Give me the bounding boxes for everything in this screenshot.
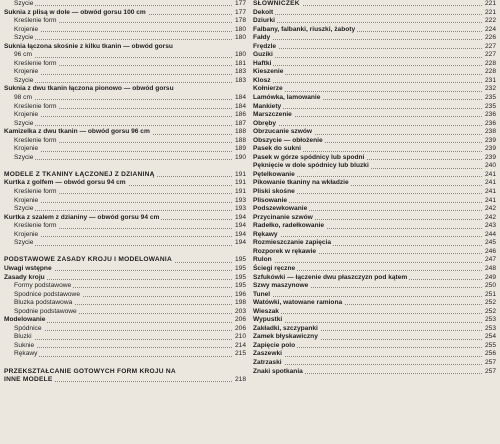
toc-entry-title: 98 cm: [14, 94, 32, 102]
toc-entry-title: Rulon: [253, 256, 272, 264]
toc-page-number: 186: [234, 111, 246, 119]
toc-entry-title: Szycie: [14, 76, 34, 84]
toc-page-number: 206: [234, 324, 246, 332]
toc-entry-title: Pęknięcie w dole spódnicy lub bluzki: [253, 162, 369, 170]
toc-entry-title: Zakładki, szczypanki: [253, 324, 318, 332]
toc-subentry: [4, 60, 246, 69]
toc-section-heading: [4, 368, 246, 377]
toc-entry-title: Suknie: [14, 341, 35, 349]
toc-entry-title: Krojenie: [14, 25, 39, 33]
toc-page-number: 235: [484, 102, 496, 110]
toc-entry-title: Wypustki: [253, 316, 283, 324]
toc-page-number: 178: [234, 17, 246, 25]
toc-entry-title: Kurtka z szalem z dzianiny — obwód gorsu 94 cm: [4, 213, 160, 221]
toc-subentry: [4, 231, 246, 240]
toc-page-number: 224: [484, 25, 496, 33]
toc-page-number: 245: [484, 239, 496, 247]
toc-entry: [253, 43, 496, 52]
toc-spacer: [4, 162, 246, 171]
toc-entry-title: Modelowanie: [4, 316, 46, 324]
toc-subentry: [4, 145, 246, 154]
toc-page-number: 191: [234, 188, 246, 196]
toc-subentry: [4, 239, 246, 248]
toc-page-number: 180: [234, 25, 246, 33]
toc-entry-title: Przycinanie szwów: [253, 213, 313, 221]
toc-entry: [253, 128, 496, 137]
toc-entry-title: Szycie: [14, 239, 34, 247]
toc-entry-title: Uwagi wstępne: [4, 264, 52, 272]
toc-entry-title: Spodnie podstawowe: [14, 307, 77, 315]
toc-entry: [253, 94, 496, 103]
toc-entry-title: Zasady kroju: [4, 273, 45, 281]
toc-entry: [253, 137, 496, 146]
toc-page-number: 250: [484, 282, 496, 290]
toc-entry-title: Radełko, radełkowanie: [253, 222, 325, 230]
toc-entry: [253, 308, 496, 317]
toc-page-number: 194: [234, 213, 246, 221]
toc-entry-title: Rozporek w rękawie: [253, 247, 317, 255]
toc-page-number: 221: [484, 8, 496, 16]
toc-entry-title: 96 cm: [14, 51, 32, 59]
toc-page-number: 256: [484, 350, 496, 358]
toc-page-number: 177: [234, 8, 246, 16]
toc-entry-title: Krojenie: [14, 111, 39, 119]
toc-entry: [253, 342, 496, 351]
toc-entry-title: Kreślenie form: [14, 222, 57, 230]
toc-page-number: 189: [234, 145, 246, 153]
toc-entry-title: Marszczenie: [253, 111, 292, 119]
toc-entry: [253, 350, 496, 359]
toc-page-number: 194: [234, 230, 246, 238]
toc-entry-title: Kreślenie form: [14, 102, 57, 110]
toc-page-number: 183: [234, 68, 246, 76]
toc-subentry: [4, 34, 246, 43]
toc-page-number: 255: [484, 341, 496, 349]
toc-entry-title: Pasek do sukni: [253, 145, 302, 153]
toc-entry: [253, 111, 496, 120]
toc-entry-title: Obrzucanie szwów: [253, 128, 312, 136]
toc-page-number: 257: [484, 358, 496, 366]
toc-entry: [253, 256, 496, 265]
toc-entry: [253, 222, 496, 231]
toc-entry: [4, 316, 246, 325]
toc-entry: [253, 68, 496, 77]
toc-entry-title: Kurtka z golfem — obwód gorsu 94 cm: [4, 179, 126, 187]
toc-subentry: [4, 299, 246, 308]
toc-entry-title: Kreślenie form: [14, 17, 57, 25]
toc-section-heading: [4, 376, 246, 385]
toc-entry-title: Kreślenie form: [14, 59, 57, 67]
toc-entry: [253, 179, 496, 188]
toc-entry-title: Suknia z plisą w dole — obwód gorsu 100 cm: [4, 8, 146, 16]
toc-entry-title: Mankiety: [253, 102, 282, 110]
toc-page-number: 218: [234, 376, 246, 384]
toc-subentry: [4, 188, 246, 197]
toc-entry-title: Szfukówki — łączenie dwu płaszczyzn pod kątem: [253, 273, 408, 281]
toc-entry-title: Falbany, falbanki, riuszki, żaboty: [253, 25, 356, 33]
toc-entry: [253, 103, 496, 112]
toc-entry-title: Ściegi ręczne: [253, 264, 296, 272]
toc-page-number: 251: [484, 290, 496, 298]
toc-right-column: [253, 0, 496, 376]
toc-entry: [253, 60, 496, 69]
toc-left-column: [4, 0, 246, 385]
toc-page-number: 236: [484, 119, 496, 127]
toc-page-number: 248: [484, 264, 496, 272]
toc-entry-title: Klosz: [253, 76, 271, 84]
toc-page-number: 227: [484, 42, 496, 50]
toc-entry-title: Pętelkowanie: [253, 170, 295, 178]
toc-entry-title: Bluzki: [14, 333, 32, 341]
toc-entry-title: Szwy maszynowe: [253, 282, 309, 290]
toc-subentry: [4, 350, 246, 359]
toc-entry-title: Haftki: [253, 59, 272, 67]
toc-page-number: 242: [484, 205, 496, 213]
toc-entry: [253, 265, 496, 274]
toc-page-number: 241: [484, 170, 496, 178]
toc-entry: [253, 77, 496, 86]
toc-entry: [253, 197, 496, 206]
toc-entry: [253, 214, 496, 223]
toc-page-number: 227: [484, 51, 496, 59]
toc-subentry: [4, 0, 246, 9]
toc-page-number: 235: [484, 94, 496, 102]
toc-subentry: [4, 17, 246, 26]
toc-entry-title: Szycie: [14, 34, 34, 42]
toc-page-number: 238: [484, 128, 496, 136]
toc-entry: [253, 205, 496, 214]
toc-entry: [253, 26, 496, 35]
toc-page-number: 240: [484, 162, 496, 170]
toc-entry: [253, 34, 496, 43]
toc-subentry: [4, 291, 246, 300]
toc-page-number: 180: [234, 51, 246, 59]
toc-page-number: 195: [234, 273, 246, 281]
toc-entry-title: Dziurki: [253, 17, 275, 25]
toc-entry-title: PRZEKSZTAŁCANIE GOTOWYCH FORM KROJU NA: [4, 367, 176, 375]
toc-page-number: 232: [484, 85, 496, 93]
toc-page-number: 184: [234, 102, 246, 110]
toc-entry: [253, 85, 496, 94]
toc-page-number: 241: [484, 179, 496, 187]
toc-entry: [253, 299, 496, 308]
toc-entry-title: Kreślenie form: [14, 136, 57, 144]
toc-page-number: 236: [484, 111, 496, 119]
toc-entry-title: Podszewkowanie: [253, 205, 308, 213]
toc-subentry: [4, 120, 246, 129]
toc-entry-title: Obszycie — obłożenie: [253, 136, 323, 144]
toc-entry-title: Dekolt: [253, 8, 274, 16]
toc-subentry: [4, 333, 246, 342]
toc-entry: [4, 9, 246, 18]
toc-entry-title: Spodnice podstawowe: [14, 290, 80, 298]
toc-page-number: 257: [484, 367, 496, 375]
toc-page-number: 188: [234, 136, 246, 144]
toc-entry-title: Plisowanie: [253, 196, 288, 204]
toc-entry: [253, 282, 496, 291]
toc-entry-title: PODSTAWOWE ZASADY KROJU I MODELOWANIA: [4, 256, 172, 264]
toc-entry-title: SŁOWNICZEK: [253, 0, 300, 7]
toc-entry-title: Rękawy: [14, 350, 38, 358]
toc-subentry: [4, 205, 246, 214]
toc-entry-title: Krojenie: [14, 68, 39, 76]
toc-entry-title: Rękawy: [253, 230, 278, 238]
toc-entry: [253, 248, 496, 257]
toc-spacer: [4, 359, 246, 368]
toc-section-heading: [253, 0, 496, 9]
toc-page-number: 228: [484, 68, 496, 76]
toc-entry: [4, 214, 246, 223]
toc-page-number: 177: [234, 0, 246, 7]
toc-subentry: [4, 137, 246, 146]
toc-page-number: 221: [484, 0, 496, 7]
toc-page-number: 253: [484, 324, 496, 332]
toc-entry-title: Guziki: [253, 51, 273, 59]
toc-entry-title: Kamizelka z dwu tkanin — obwód gorsu 96 cm: [4, 128, 150, 136]
toc-entry: [4, 128, 246, 137]
toc-entry-title: Lamówka, lamowanie: [253, 94, 321, 102]
toc-entry: [253, 333, 496, 342]
toc-entry: [4, 85, 246, 94]
toc-page-number: 198: [234, 299, 246, 307]
toc-subentry: [4, 111, 246, 120]
toc-entry: [253, 274, 496, 283]
toc-subentry: [4, 94, 246, 103]
toc-entry: [253, 17, 496, 26]
toc-entry-title: Obręby: [253, 119, 277, 127]
toc-page-number: 231: [484, 76, 496, 84]
toc-page-number: 187: [234, 119, 246, 127]
toc-page-number: 215: [234, 350, 246, 358]
toc-entry: [253, 51, 496, 60]
toc-entry: [253, 316, 496, 325]
toc-page-number: 253: [484, 316, 496, 324]
toc-subentry: [4, 26, 246, 35]
toc-entry: [253, 9, 496, 18]
toc-page-number: 247: [484, 256, 496, 264]
toc-page-number: 254: [484, 333, 496, 341]
toc-subentry: [4, 197, 246, 206]
toc-page-number: 181: [234, 59, 246, 67]
toc-section-heading: [4, 256, 246, 265]
toc-page-number: 195: [234, 282, 246, 290]
toc-page-number: 191: [234, 170, 246, 178]
toc-subentry: [4, 222, 246, 231]
toc-page-number: 183: [234, 76, 246, 84]
toc-page-number: 180: [234, 34, 246, 42]
toc-page-number: 194: [234, 239, 246, 247]
toc-page-number: 252: [484, 307, 496, 315]
toc-entry-title: Znaki spotkania: [253, 367, 303, 375]
toc-page-number: 196: [234, 290, 246, 298]
toc-page-number: 239: [484, 145, 496, 153]
toc-entry-title: Formy podstawowe: [14, 282, 72, 290]
toc-entry-title: Zaszewki: [253, 350, 282, 358]
toc-entry: [4, 43, 246, 52]
toc-entry-title: Szycie: [14, 153, 34, 161]
toc-page-number: 193: [234, 196, 246, 204]
toc-entry-title: Zapięcie polo: [253, 341, 296, 349]
toc-entry-title: Fałdy: [253, 34, 271, 42]
toc-entry: [253, 120, 496, 129]
toc-page-number: 191: [234, 179, 246, 187]
toc-entry-title: Krojenie: [14, 196, 39, 204]
toc-page-number: 193: [234, 205, 246, 213]
toc-entry: [253, 239, 496, 248]
toc-entry-title: Kreślenie form: [14, 188, 57, 196]
toc-page-number: 241: [484, 196, 496, 204]
toc-page-number: 184: [234, 94, 246, 102]
toc-page-number: 188: [234, 128, 246, 136]
toc-entry-title: Suknia łączona skośnie z kilku tkanin — obwód gorsu: [4, 42, 173, 50]
toc-entry-title: Pikowanie tkaniny na wkładzie: [253, 179, 349, 187]
toc-page-number: 242: [484, 213, 496, 221]
toc-page-number: 241: [484, 188, 496, 196]
toc-subentry: [4, 154, 246, 163]
toc-entry-title: Szycie: [14, 0, 34, 7]
toc-subentry: [4, 282, 246, 291]
toc-page-number: 222: [484, 17, 496, 25]
toc-entry-title: Suknia z dwu tkanin łączona pionowo — obwód gorsu: [4, 85, 174, 93]
toc-page-number: 249: [484, 273, 496, 281]
toc-page-number: 195: [234, 256, 246, 264]
toc-entry: [253, 368, 496, 377]
toc-page-number: 206: [234, 316, 246, 324]
toc-entry-title: Szycie: [14, 119, 34, 127]
toc-page-number: 252: [484, 299, 496, 307]
toc-subentry: [4, 342, 246, 351]
toc-entry-title: Tunel: [253, 290, 271, 298]
toc-page-number: 226: [484, 34, 496, 42]
toc-subentry: [4, 325, 246, 334]
toc-entry-title: Bluzka podstawowa: [14, 299, 73, 307]
toc-entry: [4, 274, 246, 283]
toc-page-number: 203: [234, 307, 246, 315]
toc-subentry: [4, 51, 246, 60]
toc-entry-title: MODELE Z TKANINY ŁĄCZONEJ Z DZIANINĄ: [4, 170, 155, 178]
toc-entry: [4, 179, 246, 188]
toc-page-number: 243: [484, 222, 496, 230]
toc-entry: [253, 188, 496, 197]
toc-page-number: 246: [484, 247, 496, 255]
toc-entry-title: Kołnierze: [253, 85, 283, 93]
toc-entry-title: Krojenie: [14, 230, 39, 238]
toc-entry-title: Spódnice: [14, 324, 42, 332]
toc-subentry: [4, 68, 246, 77]
toc-entry-title: Pliski skośne: [253, 188, 295, 196]
toc-entry: [4, 265, 246, 274]
toc-page-number: 190: [234, 153, 246, 161]
toc-entry-title: Pasek w górze spódnicy lub spodni: [253, 153, 365, 161]
toc-entry: [253, 145, 496, 154]
toc-entry-title: Wieszak: [253, 307, 279, 315]
toc-entry-title: Zamek błyskawiczny: [253, 333, 318, 341]
toc-page-number: 228: [484, 59, 496, 67]
toc-page-number: 239: [484, 136, 496, 144]
toc-entry-title: Frędzle: [253, 42, 277, 50]
toc-page-number: 244: [484, 230, 496, 238]
toc-entry: [253, 291, 496, 300]
toc-entry-title: Rozmieszczanie zapięcia: [253, 239, 332, 247]
toc-page-number: 210: [234, 333, 246, 341]
toc-page-number: 194: [234, 222, 246, 230]
toc-page-number: 239: [484, 153, 496, 161]
toc-entry-title: Watówki, watowane ramiona: [253, 299, 343, 307]
toc-entry-title: Kieszenie: [253, 68, 284, 76]
toc-page-number: 195: [234, 264, 246, 272]
toc-entry: [253, 162, 496, 171]
toc-subentry: [4, 308, 246, 317]
toc-entry-title: Krojenie: [14, 145, 39, 153]
toc-page-number: 214: [234, 341, 246, 349]
toc-entry: [253, 359, 496, 368]
toc-entry-title: INNE MODELE: [4, 376, 53, 384]
toc-entry-title: Zatrzaski: [253, 358, 282, 366]
toc-subentry: [4, 103, 246, 112]
toc-entry-title: Szycie: [14, 205, 34, 213]
